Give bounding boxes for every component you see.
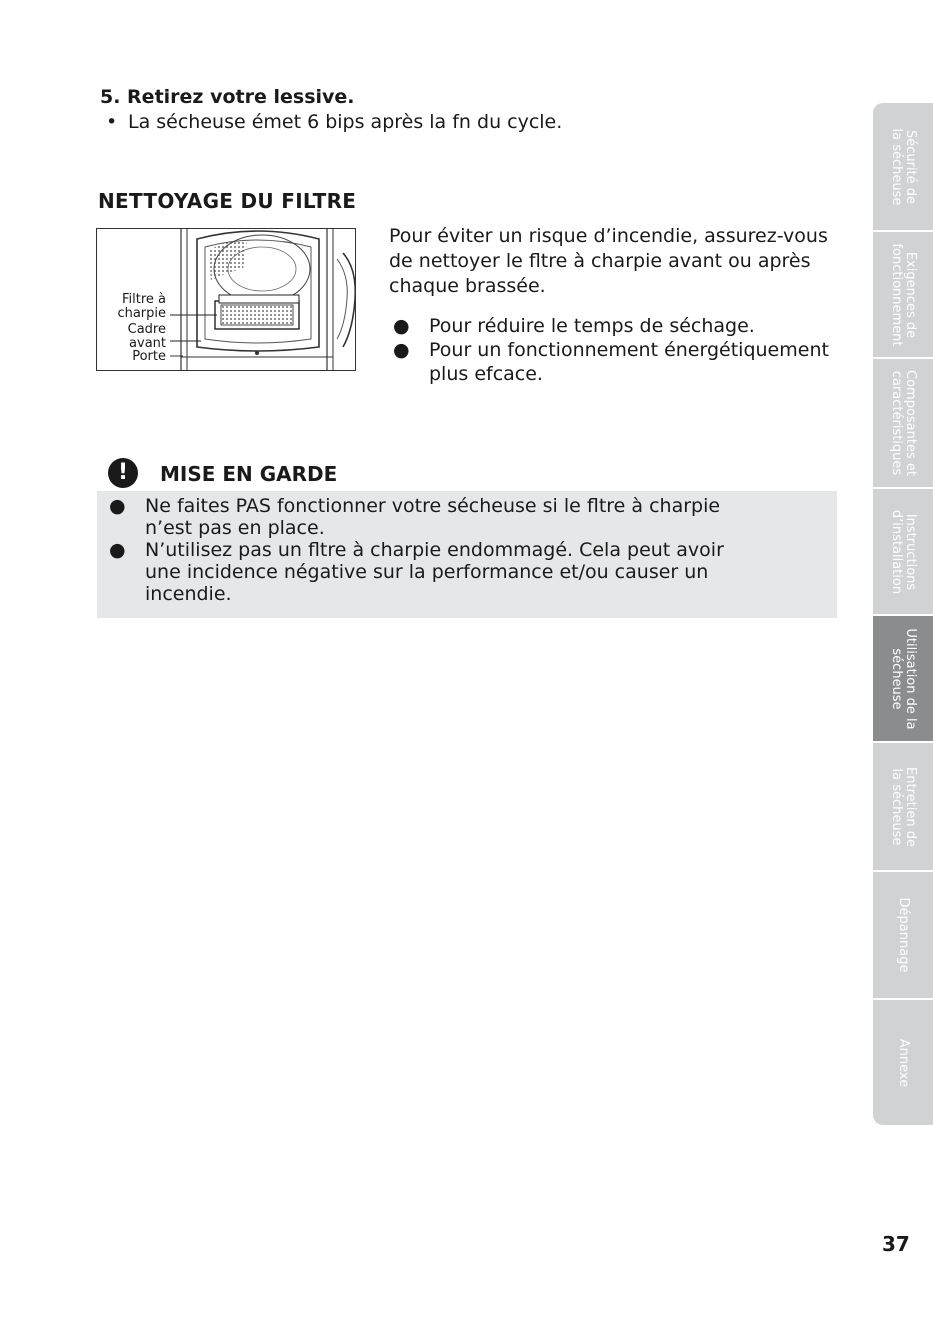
lint-filter-illustration xyxy=(96,228,356,371)
tab-label: Entretien de la sécheuse xyxy=(889,766,918,847)
list-item: ● Ne faites PAS fonctionner votre sécheuse si le fltre à charpie n’est pas en place. xyxy=(109,495,721,539)
tab-label: Composantes et caractéristiques xyxy=(889,370,918,476)
tab-installation-instructions[interactable] xyxy=(873,487,933,614)
tab-dryer-safety[interactable] xyxy=(873,103,933,230)
tab-using-dryer[interactable] xyxy=(873,614,933,741)
filter-intro-paragraph: Pour éviter un risque d’incendie, assurez-vous de nettoyer le fltre à charpie avant ou après chaque brassée. xyxy=(389,225,828,297)
tab-label: Annexe xyxy=(896,1038,911,1087)
tab-troubleshooting[interactable] xyxy=(873,870,933,998)
bullet-dot: ● xyxy=(109,539,126,561)
bullet-dot: • xyxy=(106,111,118,133)
filter-benefits-list xyxy=(389,314,829,386)
bullet-dot: ● xyxy=(109,495,126,517)
list-item: ● Pour réduire le temps de séchage. xyxy=(393,315,755,337)
tab-label: Utilisation de la sécheuse xyxy=(889,627,918,730)
tab-operating-requirements[interactable] xyxy=(873,230,933,357)
tab-label: Dépannage xyxy=(896,897,911,973)
warning-exclamation-icon: ! xyxy=(108,458,138,488)
step-5-title: 5. Retirez votre lessive. xyxy=(100,86,355,108)
caution-title: MISE EN GARDE xyxy=(160,462,338,486)
bullet-dot: ● xyxy=(393,315,410,337)
step-5-bullet xyxy=(106,111,562,133)
bullet-dot: ● xyxy=(393,339,410,361)
tab-label: Instructions d’installation xyxy=(889,509,918,594)
filter-section-title: NETTOYAGE DU FILTRE xyxy=(98,189,357,213)
tab-label: Exigences de fonctionnement xyxy=(889,242,918,347)
side-tab-nav xyxy=(873,103,933,1125)
step-5-bullet-text: La sécheuse émet 6 bips après la fn du cycle. xyxy=(128,111,563,133)
list-item: ● N’utilisez pas un fltre à charpie endommagé. Cela peut avoir une incidence négative sur la performance et/ou causer un incendie. xyxy=(109,539,724,605)
list-item: ● Pour un fonctionnement énergétiquement plus efcace. xyxy=(393,339,829,385)
tab-appendix[interactable] xyxy=(873,998,933,1125)
figure-label-frame: Cadre avant xyxy=(127,322,166,351)
tab-components-features[interactable] xyxy=(873,357,933,487)
figure-label-door: Porte xyxy=(132,349,166,364)
caution-box xyxy=(97,491,837,618)
tab-label: Sécurité de la sécheuse xyxy=(889,128,918,205)
tab-dryer-care[interactable] xyxy=(873,741,933,870)
figure-label-filter: Filtre à charpie xyxy=(117,292,166,321)
page-number: 37 xyxy=(882,1232,910,1256)
